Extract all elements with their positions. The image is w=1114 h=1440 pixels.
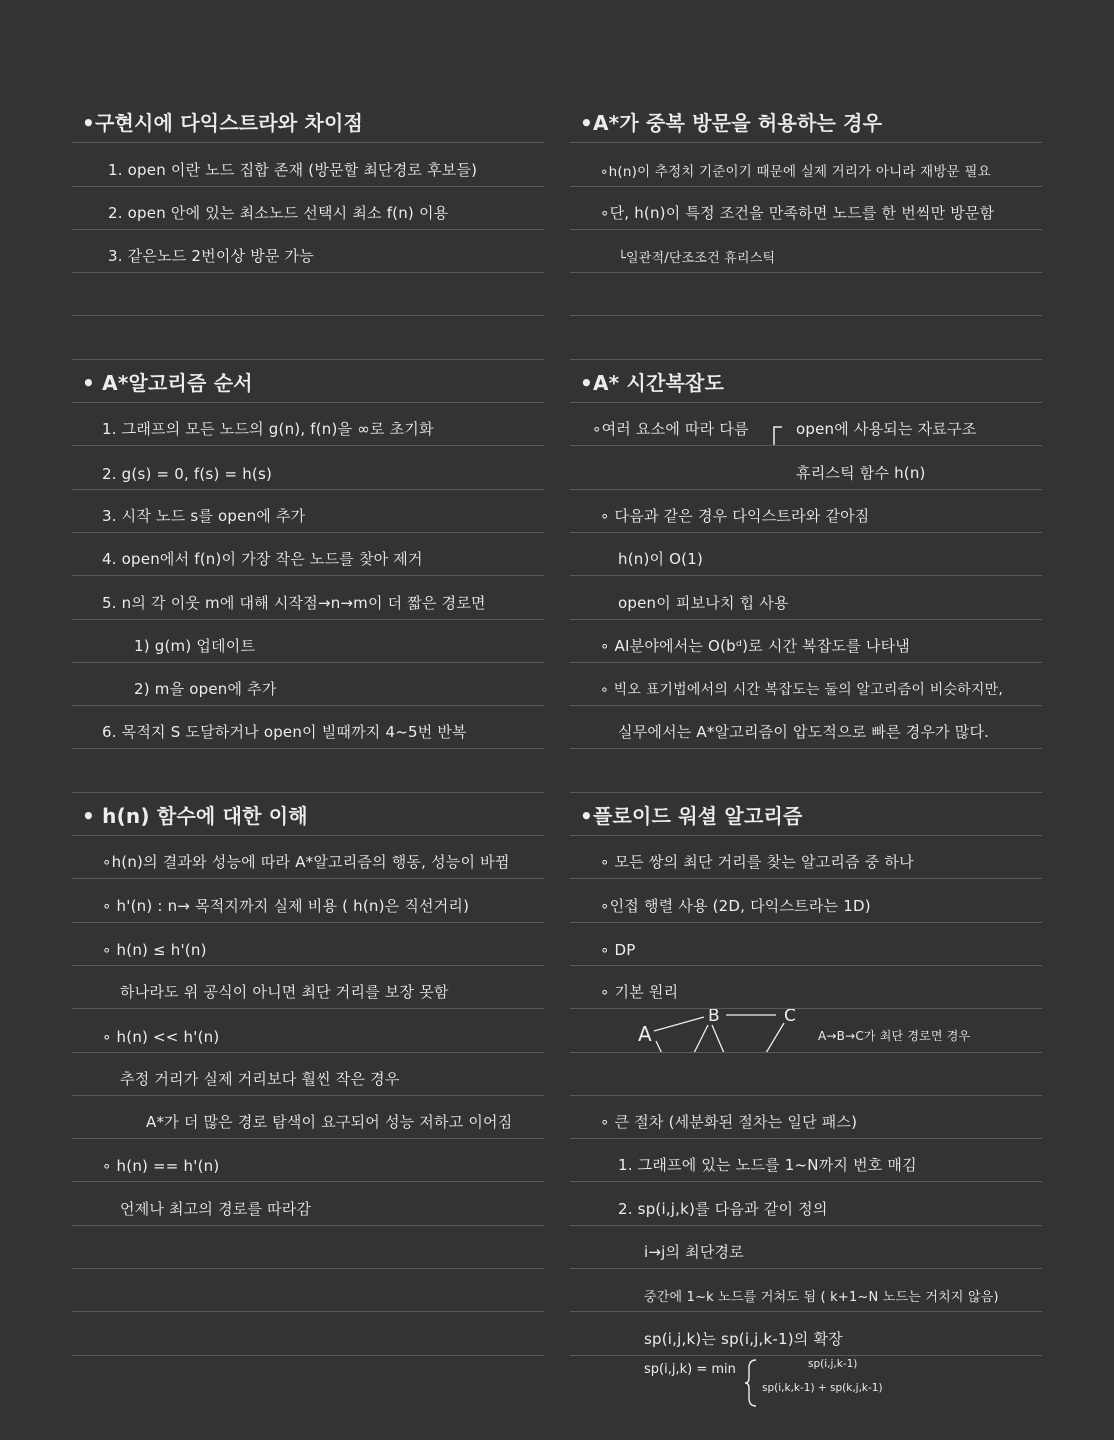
- blank-line: [72, 749, 544, 792]
- graph-node-a: A: [638, 1022, 652, 1047]
- blank-line: [72, 1312, 544, 1355]
- note-line: 6. 목적지 S 도달하거나 open이 빌때까지 4~5번 반복: [72, 706, 544, 749]
- note-line: 1) g(m) 업데이트: [72, 620, 544, 663]
- blank-line: [72, 273, 544, 316]
- note-line: 1. open 이란 노드 집합 존재 (방문할 최단경로 후보들): [72, 143, 544, 186]
- formula-case-top: sp(i,j,k-1): [808, 1357, 858, 1370]
- note-line: 2) m을 open에 추가: [72, 663, 544, 706]
- note-line: ∘ 다음과 같은 경우 다익스트라와 같아짐: [570, 490, 1042, 533]
- note-line: 2. sp(i,j,k)를 다음과 같이 정의: [570, 1182, 1042, 1225]
- note-line: 1. 그래프의 모든 노드의 g(n), f(n)을 ∞로 초기화: [72, 403, 544, 446]
- note-line: i→j의 최단경로: [570, 1226, 1042, 1269]
- section-heading-floyd-warshall: •플로이드 워셜 알고리즘: [570, 793, 1042, 836]
- note-line: 3. 같은노드 2번이상 방문 가능: [72, 230, 544, 273]
- complexity-factors-row: [570, 403, 1042, 446]
- blank-line: [72, 1226, 544, 1269]
- note-line: A*가 더 많은 경로 탐색이 요구되어 성능 저하고 이어짐: [72, 1096, 544, 1139]
- note-line: ∘h(n)의 결과와 성능에 따라 A*알고리즘의 행동, 성능이 바뀜: [72, 836, 544, 879]
- left-column: [72, 100, 544, 1356]
- note-line: ∘ 빅오 표기법에서의 시간 복잡도는 둘의 알고리즘이 비슷하지만,: [570, 663, 1042, 706]
- note-line: open이 피보나치 힙 사용: [570, 576, 1042, 619]
- note-line: ∘ AI분야에서는 O(bᵈ)로 시간 복잡도를 나타냄: [570, 620, 1042, 663]
- section-heading-time-complexity: •A* 시간복잡도: [570, 360, 1042, 403]
- formula-case-bottom: sp(i,k,k-1) + sp(k,j,k-1): [762, 1381, 883, 1394]
- right-column: [570, 100, 1042, 1416]
- sp-formula: [570, 1356, 1042, 1416]
- note-line: 추정 거리가 실제 거리보다 훨씬 작은 경우: [72, 1053, 544, 1096]
- note-line: 중간에 1~k 노드를 거쳐도 됨 ( k+1~N 노드는 거치지 않음): [570, 1269, 1042, 1312]
- note-line: open에 사용되는 자료구조: [796, 420, 977, 439]
- blank-line: [72, 1269, 544, 1312]
- note-line: sp(i,j,k)는 sp(i,j,k-1)의 확장: [570, 1312, 1042, 1355]
- section-heading-astar-order: • A*알고리즘 순서: [72, 360, 544, 403]
- note-line: 실무에서는 A*알고리즘이 압도적으로 빠른 경우가 많다.: [570, 706, 1042, 749]
- graph-node-b: B: [708, 1006, 720, 1027]
- section-heading-hn-function: • h(n) 함수에 대한 이해: [72, 793, 544, 836]
- note-line: ∘ h'(n) : n→ 목적지까지 실제 비용 ( h(n)은 직선거리): [72, 879, 544, 922]
- note-line: ∘ h(n) == h'(n): [72, 1139, 544, 1182]
- brace-icon: [766, 423, 790, 446]
- graph-note-1: A→B→C가 최단 경로면 경우: [818, 1029, 971, 1044]
- note-line: 2. open 안에 있는 최소노드 선택시 최소 f(n) 이용: [72, 187, 544, 230]
- note-line: 언제나 최고의 경로를 따라감: [72, 1182, 544, 1225]
- section-heading-dijkstra-diff: •구현시에 다익스트라와 차이점: [72, 100, 544, 143]
- graph-diagram: A B C D E: [638, 1006, 797, 1104]
- note-line: 2. g(s) = 0, f(s) = h(s): [72, 446, 544, 489]
- graph-diagram-row: [570, 1006, 1042, 1104]
- note-line: ∘ 기본 원리: [570, 966, 1042, 1009]
- note-line: ∘단, h(n)이 특정 조건을 만족하면 노드를 한 번씩만 방문함: [570, 187, 1042, 230]
- graph-diagram-row-2: [570, 1053, 1042, 1096]
- note-line: └일관적/단조조건 휴리스틱: [570, 230, 1042, 273]
- graph-node-c: C: [784, 1006, 797, 1027]
- note-line: ∘여러 요소에 따라 다름: [592, 420, 749, 439]
- section-heading-revisit: •A*가 중복 방문을 허용하는 경우: [570, 100, 1042, 143]
- note-line: 1. 그래프에 있는 노드를 1~N까지 번호 매김: [570, 1139, 1042, 1182]
- note-line: 5. n의 각 이웃 m에 대해 시작점→n→m이 더 짧은 경로면: [72, 576, 544, 619]
- blank-line: [570, 273, 1042, 316]
- note-line: 하나라도 위 공식이 아니면 최단 거리를 보장 못함: [72, 966, 544, 1009]
- note-line: 휴리스틱 함수 h(n): [570, 446, 1042, 489]
- blank-line: [72, 316, 544, 359]
- curly-brace-icon: [744, 1358, 758, 1408]
- note-line: ∘h(n)이 추정치 기준이기 때문에 실제 거리가 아니라 재방문 필요: [570, 143, 1042, 186]
- blank-line: [570, 749, 1042, 792]
- note-line: ∘ 모든 쌍의 최단 거리를 찾는 알고리즘 중 하나: [570, 836, 1042, 879]
- note-line: ∘ h(n) ≤ h'(n): [72, 923, 544, 966]
- formula-lhs: sp(i,j,k) = min: [644, 1361, 736, 1377]
- note-line: ∘ DP: [570, 923, 1042, 966]
- note-line: ∘ 큰 절차 (세분화된 절차는 일단 패스): [570, 1096, 1042, 1139]
- note-line: 3. 시작 노드 s를 open에 추가: [72, 490, 544, 533]
- note-line: ∘인접 행렬 사용 (2D, 다익스트라는 1D): [570, 879, 1042, 922]
- note-line: 4. open에서 f(n)이 가장 작은 노드를 찾아 제거: [72, 533, 544, 576]
- note-line: ∘ h(n) << h'(n): [72, 1009, 544, 1052]
- note-line: h(n)이 O(1): [570, 533, 1042, 576]
- blank-line: [570, 316, 1042, 359]
